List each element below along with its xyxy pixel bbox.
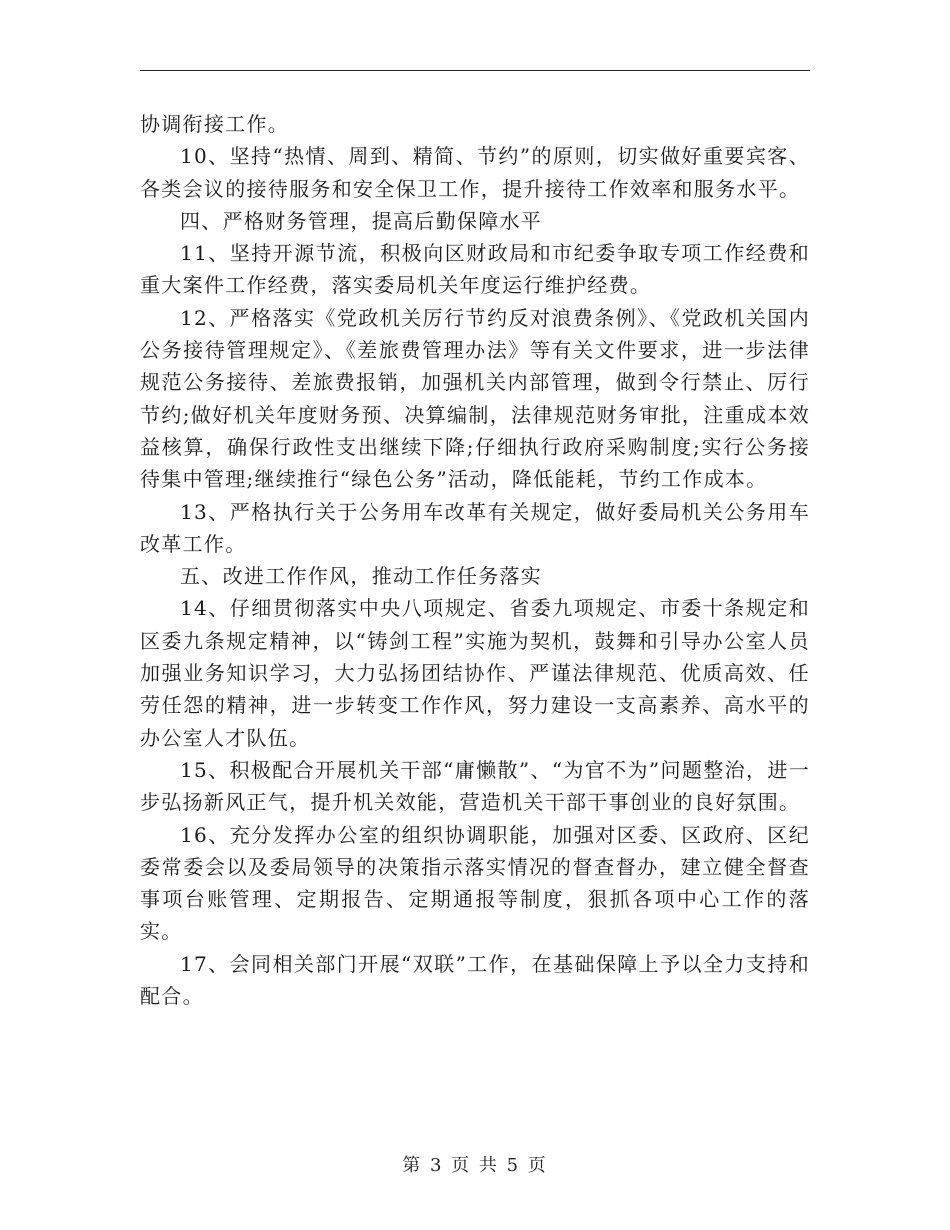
page-number-footer: 第 3 页 共 5 页 [402,1155,548,1176]
paragraph-item-16: 16、充分发挥办公室的组织协调职能，加强对区委、区政府、区纪委常委会以及委局领导的决策指示落实情况的督查督办，建立健全督查事项台账管理、定期报告、定期通报等制度，狠抓各项中心工作的落实。 [140,822,810,944]
paragraph-item-12: 12、严格落实《党政机关厉行节约反对浪费条例》、《党政机关国内公务接待管理规定》、《差旅费管理办法》等有关文件要求，进一步法律规范公务接待、差旅费报销，加强机关内部管理，做到令行禁止、厉行节约;做好机关年度财务预、决算编制，法律规范财务审批，注重成本效益核算，确保行政性支出继续下降;仔细执行政府采购制度;实行公务接待集中管理;继续推行“绿色公务”活动，降低能耗，节约工作成本。 [140,305,810,492]
section-heading-4: 四、严格财务管理，提高后勤保障水平 [180,208,543,233]
paragraph-item-10: 10、坚持“热情、周到、精简、节约”的原则，切实做好重要宾客、各类会议的接待服务和安全保卫工作，提升接待工作效率和服务水平。 [140,144,810,201]
paragraph-item-14: 14、仔细贯彻落实中央八项规定、省委九项规定、市委十条规定和区委九条规定精神，以“铸剑工程”实施为契机，鼓舞和引导办公室人员加强业务知识学习，大力弘扬团结协作、严谨法律规范、优质高效、任劳任怨的精神，进一步转变工作作风，努力建设一支高素养、高水平的办公室人才队伍。 [140,596,810,750]
paragraph-continuation: 协调衔接工作。 [140,112,290,136]
header-rule [140,70,810,71]
paragraph-item-17: 17、会同相关部门开展“双联”工作，在基础保障上予以全力支持和配合。 [140,951,810,1009]
section-heading-5: 五、改进工作作风，推动工作任务落实 [180,564,543,589]
paragraph-item-15: 15、积极配合开展机关干部“庸懒散”、“为官不为”问题整治，进一步弘扬新风正气，提升机关效能，营造机关干部干事创业的良好氛围。 [140,757,810,815]
paragraph-item-13: 13、严格执行关于公务用车改革有关规定，做好委局机关公务用车改革工作。 [140,499,810,556]
document-body [140,108,810,1012]
paragraph-item-11: 11、坚持开源节流，积极向区财政局和市纪委争取专项工作经费和重大案件工作经费，落实委局机关年度运行维护经费。 [140,241,810,298]
